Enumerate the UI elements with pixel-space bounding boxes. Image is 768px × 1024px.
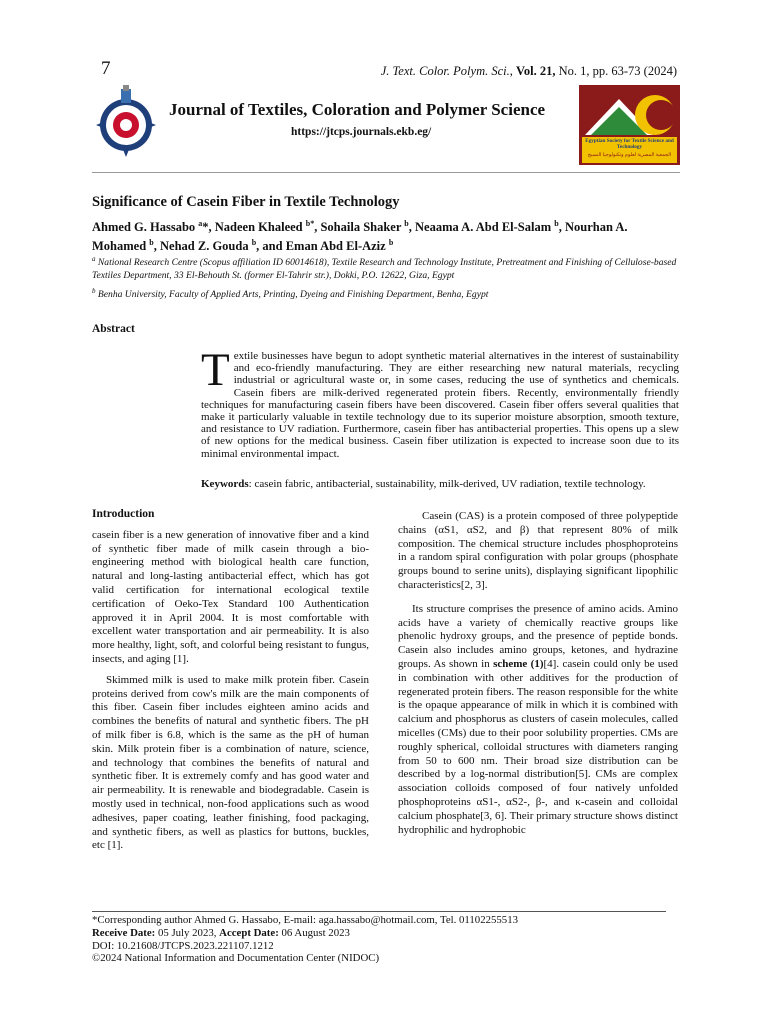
society-name-arabic: الجمعية المصرية لعلوم وتكنولوجيا النسيج [587,153,672,158]
abstract-heading: Abstract [92,323,135,335]
body-paragraph: Its structure comprises the presence of amino acids. Amino acids have a variety of chemically reactive groups like phenolic hydroxy groups, and the presence of peptide bonds. Casein also includes amino groups, ketones, and hydrazine groups. As shown in scheme (1)[4]. casein could only be used in combination with other additives for the production of regenerated protein fibers. The reason responsible for the white is the opaque appearance of milk in which it is combined with calcium and phosphorus as clusters of casein molecules, called micelles (CMs) due to their poor solubility properties. CMs are roughly spherical, colloidal structures with diameters ranging from 50 to 600 nm. Their broad size distribution can be described by a log-normal distribution[5]. CMs are complex association colloids composed of four natively unfolded phosphoproteins αS1-, αS2-, β-, and κ-casein and colloidal calcium phosphate[3, 6]. Their primary structure shows distinct hydrophilic and hydrophobic [398,602,678,836]
affiliation-a: $^a$ National Research Centre (Scopus affiliation ID 60014618), Textile Research and Technology Institute, Pretreatment and Finishing of Cellulose-based Textiles Department, 33 El-Behouth St. (former El-Tahrir str.), Dokki, P.O. 12622, Giza, Egypt [92,255,677,281]
abstract-text: Textile businesses have begun to adopt synthetic material alternatives in the interest of sustainability and eco-friendly manufacturing. They are either researching new natural materials, recycling industrial or agricultural waste or, in some cases, reducing the use of synthetics and chemicals. Casein fibers are milk-derived regenerated protein fibers. Recently, environmentally friendly techniques for manufacturing casein fibers have been discovered. Casein fiber offers several qualities that make it particularly valuable in textile technology due to its superior moisture absorption, smooth texture, and resistance to UV radiation. Furthermore, casein fiber has antibacterial properties. This opens up a slew of new options for the medical business. Casein fiber utilization is expected to increase soon due to its minimal environmental impact. [201,344,679,460]
left-column [92,508,369,853]
header-divider [92,172,680,173]
author-list: Ahmed G. Hassabo $^a$*, Nadeen Khaleed $^{b*}$, Sohaila Shaker $^b$, Neaama A. Abd El-Salam $^b$, Nourhan A. Mohamed $^b$, Nehad Z. Gouda $^b$, and Eman Abd El-Aziz $^b$ [92,219,628,254]
journal-url[interactable]: https://jtcps.journals.ekb.eg/ [291,126,432,138]
corresponding-author: *Corresponding author Ahmed G. Hassabo, E-mail: aga.hassabo@hotmail.com, Tel. 01102255513 [92,914,518,926]
footnote-divider [92,911,666,912]
society-logo [579,85,680,165]
introduction-heading: Introduction [92,508,155,520]
society-name: Egyptian Society for Textile Science and Technology [585,138,674,150]
journal-reference: J. Text. Color. Polym. Sci., Vol. 21, No. 1, pp. 63-73 (2024) [380,64,677,78]
body-paragraph: Skimmed milk is used to make milk protein fiber. Casein proteins derived from cow's milk are the main components of this fiber. Casein fiber includes eighteen amino acids and combines the benefits of natural and synthetic fibers. The pH of milk fiber is 6.8, which is the same as the pH of human skin. Milk protein fiber is a combination of nature, science, and technology that combines the benefits of natural and synthetic fiber. It is extremely comfy and has good water and air permeability. It is renewable and biodegradable. Casein is mostly used in technical, non-food applications such as wood adhesives, paper coating, leather finishing, food packaging, and synthetic fibers, as well as plastics for buttons, buckles, etc [1]. [92,673,369,852]
right-column [398,510,678,837]
journal-title: Journal of Textiles, Coloration and Polymer Science [169,100,546,119]
abstract-dropcap: T [201,344,230,396]
journal-logo [94,85,158,161]
page-number: 7 [101,58,111,79]
footnotes [92,914,680,965]
affiliation-b: $^b$ Benha University, Faculty of Applied Arts, Printing, Dyeing and Finishing Department, Benha, Egypt [92,287,489,301]
copyright: ©2024 National Information and Documentation Center (NIDOC) [92,952,380,965]
body-paragraph: Casein (CAS) is a protein composed of three polypeptide chains (αS1, αS2, and β) that represent 80% of milk composition. The chemical structure includes phosphoproteins in a random spiral configuration with polar groups (phosphate groups bound to serine units), displaying significant lipophilic characteristics[2, 3]. [398,510,678,591]
paper-title: Significance of Casein Fiber in Textile Technology [92,194,400,210]
keywords: Keywords: casein fabric, antibacterial, sustainability, milk-derived, UV radiation, textile technology. [201,478,646,490]
body-paragraph: casein fiber is a new generation of innovative fiber and a kind of synthetic fiber made of milk casein through a bio-engineering method with biological health care function, natural and long-lasting antibacterial effect, which has got valid certification for international ecological textile certification of Oeko-Tex Standard 100 Authentication approved it in April 2004. It is most comfortable with excellent water transportation and air permeability. It is also more healthy, light, soft, and colorful being resistant to fungus, insects, and aging [1]. [92,528,369,665]
doi[interactable]: DOI: 10.21608/JTCPS.2023.221107.1212 [92,939,274,952]
scheme-reference[interactable]: scheme (1) [493,657,544,670]
dates: Receive Date: 05 July 2023, Accept Date: 06 August 2023 [92,926,350,939]
